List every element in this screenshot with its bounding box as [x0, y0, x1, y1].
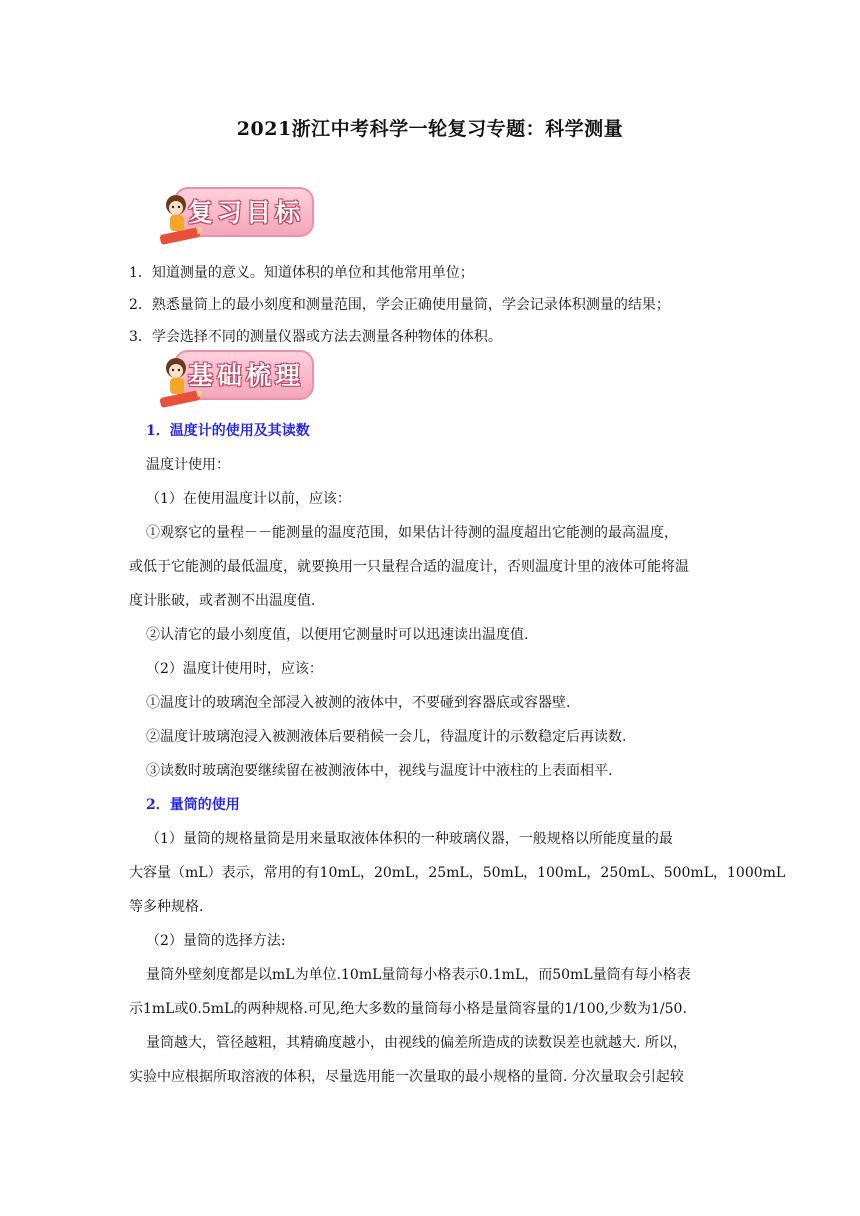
section-1-intro: 温度计使用：	[146, 457, 230, 473]
banner-label: 基础梳理	[188, 361, 305, 390]
basics-banner	[158, 348, 318, 410]
section-2-p3-line1: 量筒越大，管径越粗，其精确度越小，由视线的偏差所造成的读数误差也就越大. 所以，	[146, 1035, 687, 1051]
pencil-girl-icon	[158, 185, 202, 247]
goal-1: 1．知道测量的意义。知道体积的单位和其他常用单位；	[129, 265, 474, 281]
section-1-item1-line3: 度计胀破，或者测不出温度值.	[129, 593, 316, 609]
section-1-item1-line1: ①观察它的量程－－能测量的温度范围，如果估计待测的温度超出它能测的最高温度，	[146, 525, 678, 541]
section-1-sub1: （1）在使用温度计以前，应该：	[146, 491, 351, 507]
section-2-p1-line2: 大容量（mL）表示，常用的有10mL，20mL，25mL，50mL，100mL，250mL、500mL，1000mL	[129, 865, 786, 881]
review-goals-banner	[158, 185, 318, 247]
pencil-girl-icon	[158, 348, 202, 410]
section-2-p1-line1: （1）量筒的规格量筒是用来量取液体体积的一种玻璃仪器，一般规格以所能度量的最	[146, 831, 673, 847]
section-1-item2: ②认清它的最小刻度值，以便用它测量时可以迅速读出温度值.	[146, 627, 529, 643]
goal-3: 3．学会选择不同的测量仪器或方法去测量各种物体的体积。	[129, 329, 502, 345]
goal-2: 2．熟悉量筒上的最小刻度和测量范围，学会正确使用量筒，学会记录体积测量的结果；	[129, 297, 670, 313]
section-2-p2-line1: 量筒外壁刻度都是以mL为单位.10mL量筒每小格表示0.1mL，而50mL量筒有每小格表	[146, 967, 691, 983]
section-2-sub2: （2）量筒的选择方法:	[146, 933, 286, 949]
document-title: 2021浙江中考科学一轮复习专题：科学测量	[236, 118, 624, 140]
section-1-sub2: （2）温度计使用时，应该：	[146, 661, 323, 677]
section-2-p2-line2: 示1mL或0.5mL的两种规格.可见,绝大多数的量筒每小格是量筒容量的1/100,少数为1/50.	[129, 1001, 687, 1017]
section-2-p3-line2: 实验中应根据所取溶液的体积，尽量选用能一次量取的最小规格的量筒. 分次量取会引起较	[129, 1069, 684, 1085]
section-1-use1: ①温度计的玻璃泡全部浸入被测的液体中，不要碰到容器底或容器壁.	[146, 695, 571, 711]
section-1-use2: ②温度计玻璃泡浸入被测液体后要稍候一会儿，待温度计的示数稳定后再读数.	[146, 729, 627, 745]
section-1-heading: 1．温度计的使用及其读数	[146, 423, 310, 439]
section-2-p1-line3: 等多种规格.	[129, 899, 204, 915]
section-2-heading: 2．量筒的使用	[146, 797, 240, 813]
section-1-use3: ③读数时玻璃泡要继续留在被测液体中，视线与温度计中液柱的上表面相平.	[146, 763, 613, 779]
banner-label: 复习目标	[188, 198, 305, 227]
section-1-item1-line2: 或低于它能测的最低温度，就要换用一只量程合适的温度计，否则温度计里的液体可能将温	[129, 559, 689, 575]
